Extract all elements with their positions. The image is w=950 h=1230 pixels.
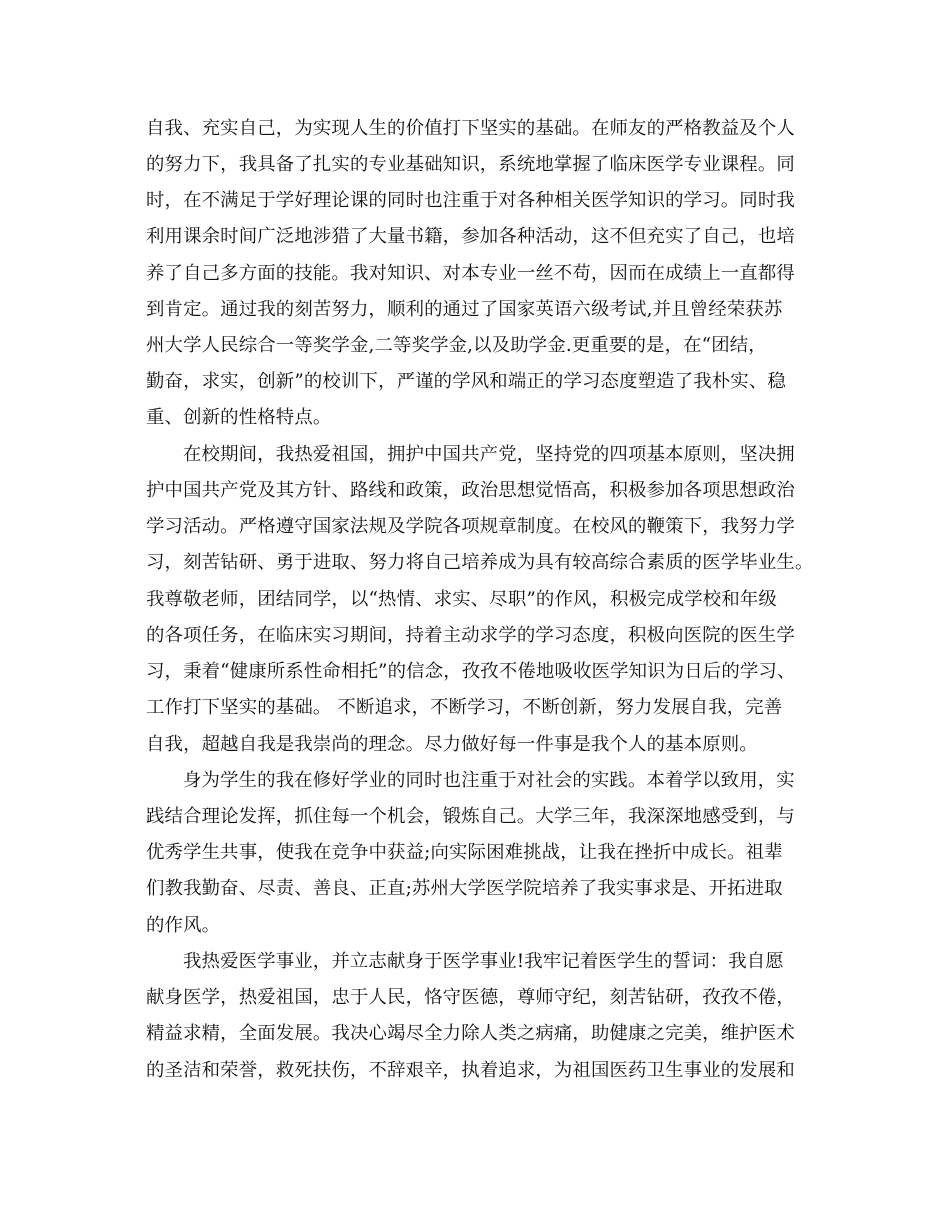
text-line: 护中国共产党及其方针、路线和政策，政治思想觉悟高，积极参加各项思想政治 <box>146 480 795 501</box>
text-line: 养了自己多方面的技能。我对知识、对本专业一丝不苟，因而在成绩上一直都得 <box>146 263 795 284</box>
text-line: 习，刻苦钻研、勇于进取、努力将自己培养成为具有较高综合素质的医学毕业生。 <box>146 552 814 573</box>
text-line: 的作风。 <box>146 915 221 936</box>
paragraph-first-line: 在校期间，我热爱祖国，拥护中国共产党，坚持党的四项基本原则，坚决拥 <box>183 444 795 465</box>
text-line: 的圣洁和荣誉，救死扶伤，不辞艰辛，执着追求，为祖国医药卫生事业的发展和 <box>146 1060 795 1081</box>
text-line: 践结合理论发挥，抓住每一个机会，锻炼自己。大学三年，我深深地感受到，与 <box>146 806 795 827</box>
text-line: 时，在不满足于学好理论课的同时也注重于对各种相关医学知识的学习。同时我 <box>146 190 795 211</box>
text-line: 习，秉着“健康所系性命相托”的信念，孜孜不倦地吸收医学知识为日后的学习、 <box>146 661 796 682</box>
text-line: 州大学人民综合一等奖学金,二等奖学金,以及助学金.更重要的是，在“团结， <box>146 335 767 356</box>
text-line: 献身医学，热爱祖国，忠于人民，恪守医德，尊师守纪，刻苦钻研，孜孜不倦， <box>146 987 795 1008</box>
paragraph-first-line: 我热爱医学事业，并立志献身于医学事业!我牢记着医学生的誓词：我自愿 <box>183 951 784 972</box>
text-line: 利用课余时间广泛地涉猎了大量书籍，参加各种活动，这不但充实了自己，也培 <box>146 226 795 247</box>
paragraph-first-line: 身为学生的我在修好学业的同时也注重于对社会的实践。本着学以致用，实 <box>183 770 795 791</box>
text-line: 我尊敬老师，团结同学，以“热情、求实、尽职”的作风，积极完成学校和年级 <box>146 589 777 610</box>
text-line: 勤奋，求实，创新”的校训下，严谨的学风和端正的学习态度塑造了我朴实、稳 <box>146 371 786 392</box>
text-line: 精益求精，全面发展。我决心竭尽全力除人类之病痛，助健康之完美，维护医术 <box>146 1023 795 1044</box>
text-line: 工作打下坚实的基础。 不断追求，不断学习，不断创新，努力发展自我，完善 <box>146 697 783 718</box>
text-line: 自我，超越自我是我崇尚的理念。尽力做好每一件事是我个人的基本原则。 <box>146 734 758 755</box>
text-line: 优秀学生共事，使我在竞争中获益;向实际困难挑战，让我在挫折中成长。祖辈 <box>146 842 783 863</box>
text-line: 到肯定。通过我的刻苦努力，顺利的通过了国家英语六级考试,并且曾经荣获苏 <box>146 299 783 320</box>
text-line: 学习活动。严格遵守国家法规及学院各项规章制度。在校风的鞭策下，我努力学 <box>146 516 795 537</box>
text-line: 的各项任务，在临床实习期间，持着主动求学的学习态度，积极向医院的医生学 <box>146 625 795 646</box>
text-line: 重、创新的性格特点。 <box>146 407 332 428</box>
text-line: 们教我勤奋、尽责、善良、正直;苏州大学医学院培养了我实事求是、开拓进取 <box>146 878 783 899</box>
text-line: 的努力下，我具备了扎实的专业基础知识，系统地掌握了临床医学专业课程。同 <box>146 154 795 175</box>
text-line: 自我、充实自己，为实现人生的价值打下坚实的基础。在师友的严格教益及个人 <box>146 118 795 139</box>
